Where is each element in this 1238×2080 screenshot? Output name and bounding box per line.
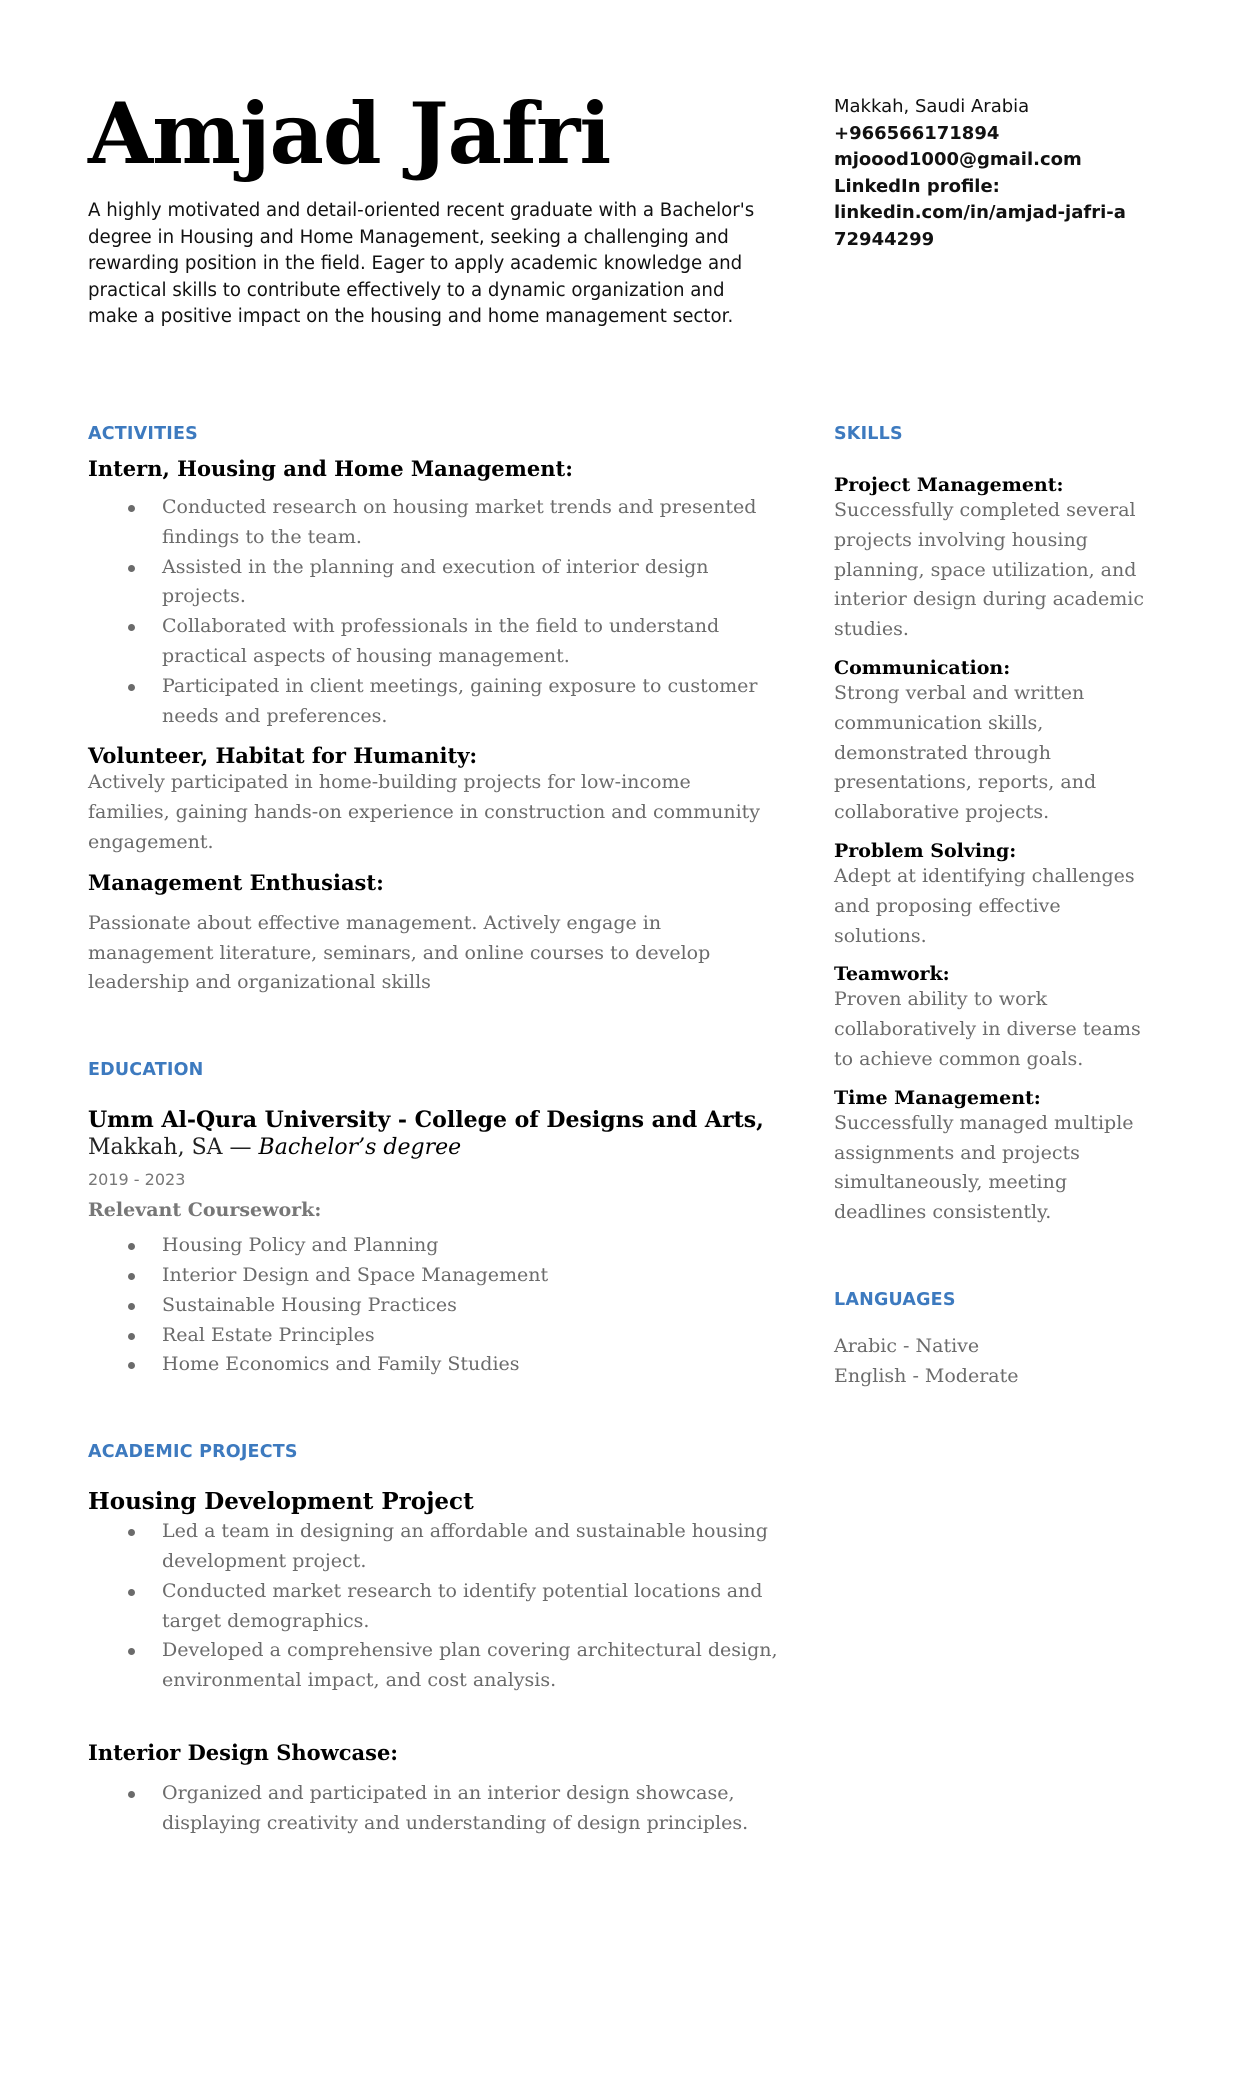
list-item: Sustainable Housing Practices: [162, 1291, 778, 1321]
right-column: [834, 424, 1154, 1392]
languages-section-title: LANGUAGES: [834, 1289, 956, 1310]
list-item: Collaborated with professionals in the field to understand practical aspects of housing management.: [162, 612, 778, 672]
skill-description: Adept at identifying challenges and proposing effective solutions.: [834, 864, 1135, 947]
showcase-title: Interior Design Showcase:: [88, 1739, 399, 1765]
skill-description: Successfully managed multiple assignments and projects simultaneously, meeting deadlines consistently.: [834, 1111, 1134, 1224]
languages-list: [834, 1332, 1154, 1392]
skill-description: Strong verbal and written communication skills, demonstrated through presentations, reports, and collaborative projects.: [834, 681, 1097, 824]
contact-location: Makkah, Saudi Arabia: [834, 96, 1030, 117]
linkedin-url-line2[interactable]: 72944299: [834, 228, 935, 250]
list-item: Led a team in designing an affordable and sustainable housing development project.: [162, 1517, 778, 1577]
contact-email[interactable]: mjoood1000@gmail.com: [834, 149, 1082, 171]
university-name: Umm Al-Qura University - College of Designs and Arts,: [88, 1107, 764, 1134]
volunteer-role: Volunteer, Habitat for Humanity:: [88, 743, 478, 769]
person-name: Amjad Jafri: [88, 84, 611, 183]
education-entry: [88, 1106, 778, 1162]
skill-item: [834, 1087, 1154, 1228]
enthusiast-role: Management Enthusiast:: [88, 869, 384, 895]
contact-phone: +966566171894: [834, 122, 1000, 144]
volunteer-text: Actively participated in home-building projects for low-income families, gaining hands-on experience in construction and community engagement.: [88, 771, 761, 853]
professional-summary: A highly motivated and detail-oriented recent graduate with a Bachelor's degree in Housing and Home Management, seeking a challenging and rewarding position in the field. Eager to apply academic knowledge and practical skills to contribute effectively to a dynamic organization and make a positive impact on the housing and home management sector.: [88, 200, 755, 328]
skill-description: Successfully completed several projects involving housing planning, space utilization, and interior design during academic studies.: [834, 499, 1145, 641]
skill-name: Communication:: [834, 656, 1011, 679]
skill-item: [834, 657, 1154, 828]
skill-description: Proven ability to work collaboratively in diverse teams to achieve common goals.: [834, 988, 1141, 1070]
contact-block: [834, 94, 1174, 254]
language-item: Arabic - Native: [834, 1334, 980, 1357]
list-item: Organized and participated in an interior design showcase, displaying creativity and understanding of design principles.: [162, 1779, 778, 1839]
coursework-label: Relevant Coursework:: [88, 1199, 322, 1222]
list-item: Conducted research on housing market trends and presented findings to the team.: [162, 493, 778, 553]
skill-name: Teamwork:: [834, 963, 950, 986]
linkedin-label: LinkedIn profile:: [834, 175, 1000, 197]
housing-project-title: Housing Development Project: [88, 1488, 474, 1516]
list-item: Real Estate Principles: [162, 1321, 778, 1351]
intern-bullets: [88, 493, 778, 731]
left-column: [88, 424, 778, 1839]
coursework-list: [88, 1231, 778, 1380]
list-item: Conducted market research to identify potential locations and target demographics.: [162, 1577, 778, 1637]
housing-project-bullets: [88, 1517, 778, 1696]
activities-section-title: ACTIVITIES: [88, 424, 198, 444]
skill-name: Problem Solving:: [834, 839, 1017, 862]
education-section-title: EDUCATION: [88, 1060, 204, 1081]
skills-section-title: SKILLS: [834, 424, 903, 444]
education-dates: 2019 - 2023: [88, 1170, 186, 1190]
list-item: Housing Policy and Planning: [162, 1231, 778, 1261]
intern-role: Intern, Housing and Home Management:: [88, 456, 573, 481]
projects-section-title: ACADEMIC PROJECTS: [88, 1442, 298, 1463]
skill-item: [834, 840, 1154, 951]
list-item: Interior Design and Space Management: [162, 1261, 778, 1291]
language-item: English - Moderate: [834, 1364, 1019, 1387]
skill-item: [834, 474, 1154, 645]
skill-name: Project Management:: [834, 474, 1064, 496]
degree-line: [88, 1134, 778, 1162]
showcase-bullets: [88, 1779, 778, 1839]
list-item: Home Economics and Family Studies: [162, 1350, 778, 1380]
degree-name: Bachelor’s degree: [258, 1135, 462, 1161]
list-item: Developed a comprehensive plan covering architectural design, environmental impact, and cost analysis.: [162, 1636, 778, 1696]
skill-name: Time Management:: [834, 1086, 1041, 1109]
enthusiast-text: Passionate about effective management. Actively engage in management literature, seminars, and online courses to develop leadership and organizational skills: [88, 911, 711, 994]
skill-item: [834, 963, 1154, 1074]
linkedin-url-line1[interactable]: linkedin.com/in/amjad-jafri-a: [834, 202, 1126, 224]
list-item: Assisted in the planning and execution of interior design projects.: [162, 553, 778, 613]
university-location: Makkah, SA —: [88, 1135, 259, 1161]
list-item: Participated in client meetings, gaining exposure to customer needs and preferences.: [162, 672, 778, 732]
